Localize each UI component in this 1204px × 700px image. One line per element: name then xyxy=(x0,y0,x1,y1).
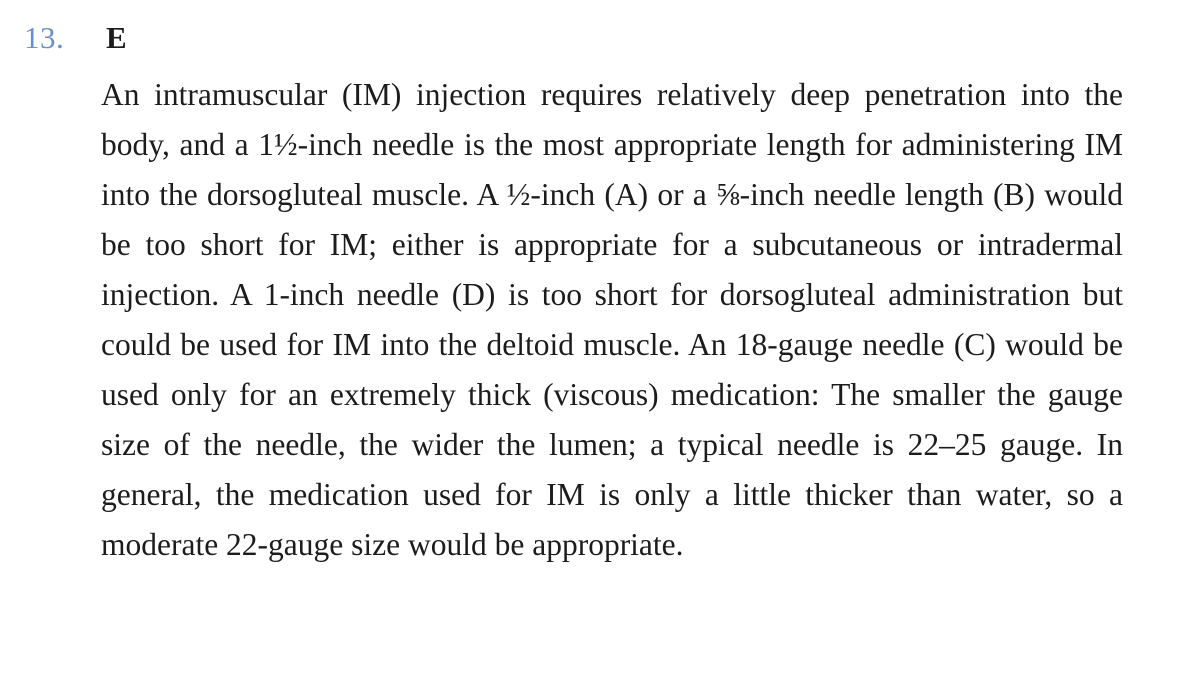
answer-letter: E xyxy=(106,20,127,55)
explanation-paragraph: An intramuscular (IM) injection requires relatively deep penetration into the body, and a 1½-inch needle is the most appropriate length for administering IM into the dorsogluteal muscle. A ½-inch (A) or a ⅝-inch needle length (B) would be too short for IM; either is appropriate for a subcutaneous or intradermal injection. A 1-inch needle (D) is too short for dorsogluteal administration but could be used for IM into the deltoid muscle. An 18-gauge needle (C) would be used only for an extremely thick (viscous) medication: The smaller the gauge size of the needle, the wider the lumen; a typical needle is 22–25 gauge. In general, the medication used for IM is only a little thicker than water, so a moderate 22-gauge size would be appropriate. xyxy=(101,77,1123,562)
question-number: 13. xyxy=(24,20,65,55)
